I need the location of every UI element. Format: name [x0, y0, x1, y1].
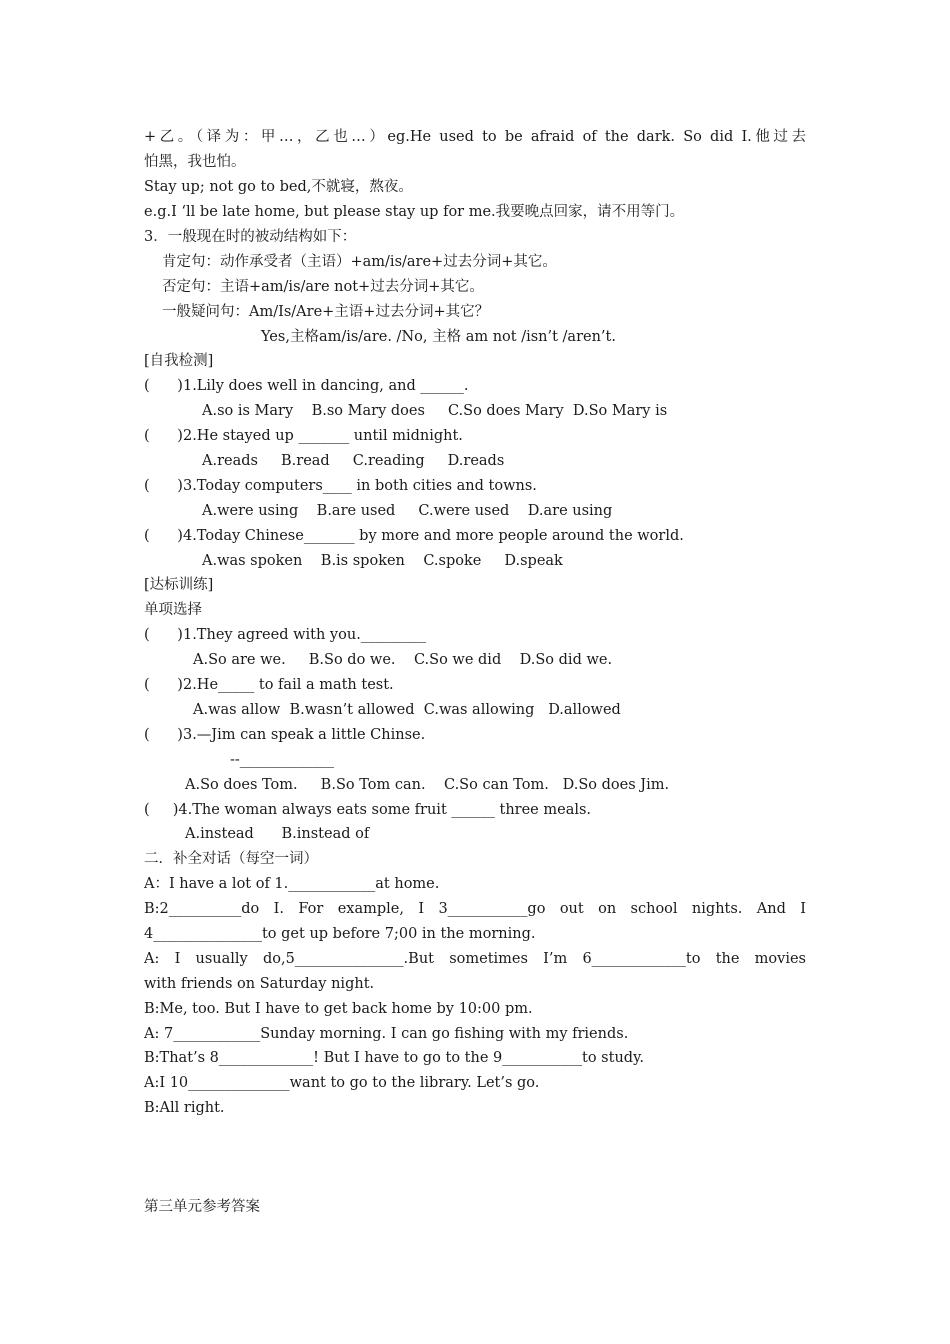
dialogue-line: with friends on Saturday night.	[144, 976, 375, 992]
text-line: 怕黑，我也怕。	[144, 154, 246, 170]
dialogue-line: A: 7____________Sunday morning. I can go fishing with my friends.	[144, 1026, 629, 1042]
question: ( )1.They agreed with you._________	[144, 627, 427, 643]
text-line: Stay up; not go to bed,不就寝，熬夜。	[144, 179, 413, 195]
dialogue-line: A: I usually do,5_______________.But sometimes I’m 6_____________to the movies	[144, 951, 806, 967]
dialogue-line: B:All right.	[144, 1100, 225, 1116]
dialogue-line: A:I 10______________want to go to the library. Let’s go.	[144, 1075, 540, 1091]
answer-blank: --_____________	[230, 752, 335, 768]
text-line: 肯定句：动作承受者（主语）+am/is/are+过去分词+其它。	[162, 254, 557, 270]
answer-options: A.so is Mary B.so Mary does C.So does Mary D.So Mary is	[202, 403, 668, 419]
answer-options: A.So are we. B.So do we. C.So we did D.So did we.	[193, 652, 613, 668]
dialogue-line: 4_______________to get up before 7;00 in the morning.	[144, 926, 536, 942]
question: ( )2.He stayed up _______ until midnight.	[144, 428, 463, 444]
question: ( )3.Today computers____ in both cities and towns.	[144, 478, 537, 494]
dialogue-line: A：I have a lot of 1.____________at home.	[144, 876, 440, 892]
answer-options: A.So does Tom. B.So Tom can. C.So can Tom. D.So does Jim.	[185, 777, 670, 793]
question: ( )3.—Jim can speak a little Chinse.	[144, 727, 426, 743]
section-heading: 二．补全对话（每空一词）	[144, 851, 318, 867]
answer-options: A.was allow B.wasn’t allowed C.was allowing D.allowed	[193, 702, 621, 718]
dialogue-line: B:Me, too. But I have to get back home by 10:00 pm.	[144, 1001, 533, 1017]
text-line: e.g.I ‘ll be late home, but please stay up for me.我要晚点回家，请不用等门。	[144, 204, 685, 220]
question: ( )1.Lily does well in dancing, and ______.	[144, 378, 469, 394]
subsection-heading: 单项选择	[144, 602, 202, 618]
section-heading: [达标训练]	[144, 577, 214, 593]
question: ( )4.Today Chinese_______ by more and more people around the world.	[144, 528, 684, 544]
dialogue-line: B:That’s 8_____________! But I have to go to the 9___________to study.	[144, 1050, 644, 1066]
question: ( )2.He_____ to fail a math test.	[144, 677, 394, 693]
section-heading: [自我检测]	[144, 353, 214, 369]
answer-options: A.instead B.instead of	[185, 826, 370, 842]
text-line: 否定句：主语+am/is/are not+过去分词+其它。	[162, 279, 484, 295]
section-heading: 3．一般现在时的被动结构如下：	[144, 229, 357, 245]
answer-options: A.reads B.read C.reading D.reads	[202, 453, 505, 469]
text-line: 一般疑问句：Am/Is/Are+主语+过去分词+其它？	[162, 304, 490, 320]
answer-options: A.were using B.are used C.were used D.are using	[202, 503, 613, 519]
text-line: Yes,主格am/is/are. /No, 主格 am not /isn’t /aren’t.	[261, 329, 616, 345]
text-line: +乙。（译为：甲…，乙也…）eg.He used to be afraid of the dark. So did I.他过去	[144, 129, 806, 145]
answer-key-heading: 第三单元参考答案	[144, 1199, 260, 1215]
dialogue-line: B:2__________do I. For example, I 3___________go out on school nights. And I	[144, 901, 806, 917]
question: ( )4.The woman always eats some fruit ______ three meals.	[144, 802, 592, 818]
answer-options: A.was spoken B.is spoken C.spoke D.speak	[202, 553, 563, 569]
